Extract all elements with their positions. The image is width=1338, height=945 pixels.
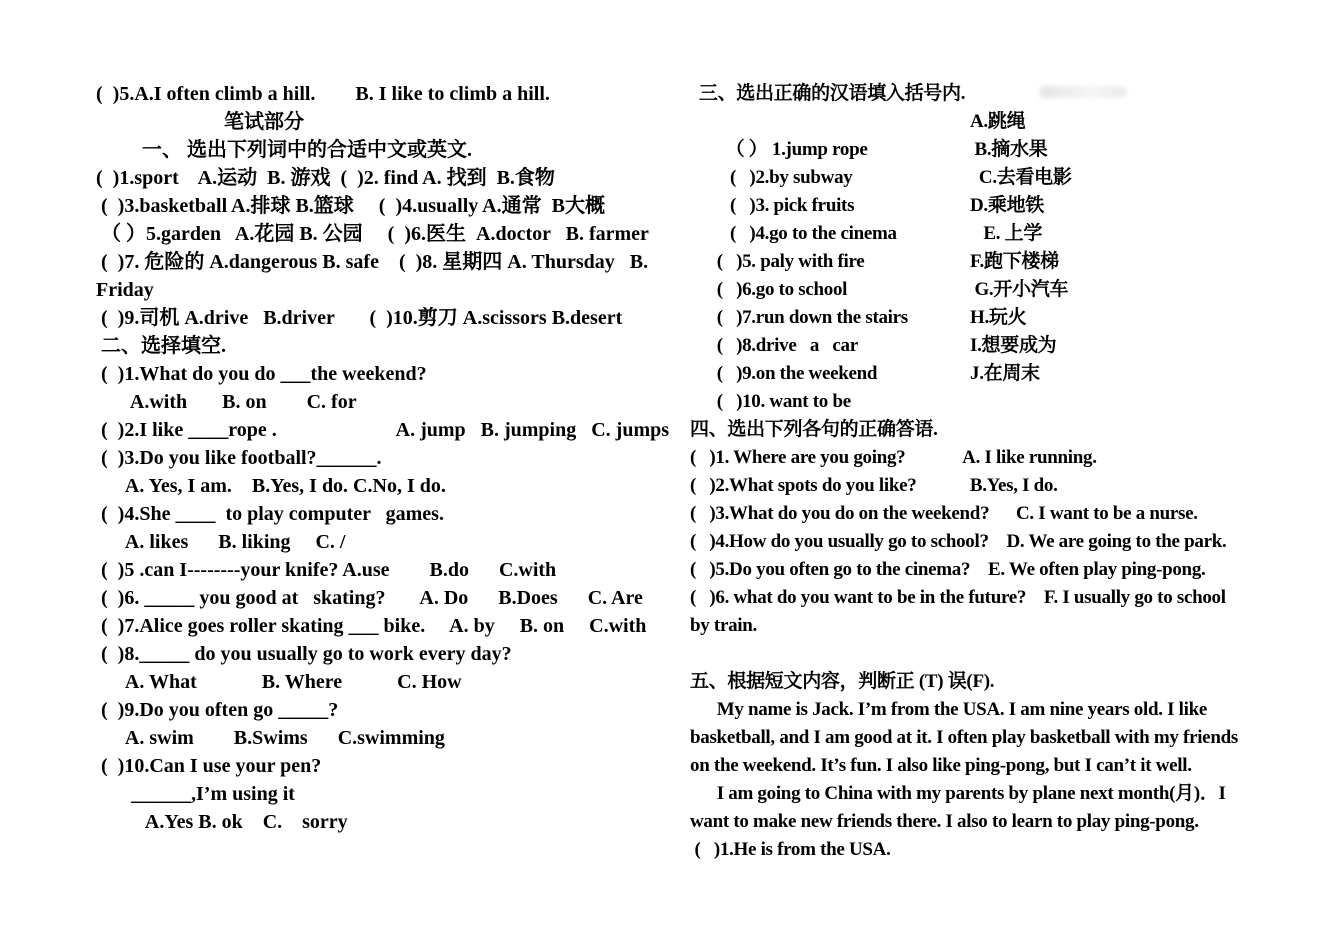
mc-line: A. What B. Where C. How: [96, 671, 462, 693]
match-answer: D.乘地铁: [970, 195, 1044, 216]
passage-line: I am going to China with my parents by plane next month(月)．I: [690, 783, 1226, 804]
match-question: ( )3. pick fruits: [716, 195, 855, 216]
match-answer: J.在周末: [970, 363, 1040, 384]
mc-line: A. likes B. liking C. /: [96, 531, 346, 553]
match-answer: E. 上学: [970, 223, 1043, 244]
match-question: ( )5. paly with fire: [716, 251, 865, 272]
mc-line: ( )6. _____ you good at skating? A. Do B.Does C. Are: [96, 587, 643, 609]
match-answer: A.跳绳: [970, 111, 1026, 132]
mc-line: A. Yes, I am. B.Yes, I do. C.No, I do.: [96, 475, 446, 497]
vocab-line: ( )3.basketball A.排球 B.篮球 ( )4.usually A.通常 B大概: [96, 195, 605, 217]
match-answer: G.开小汽车: [970, 279, 1069, 300]
match-answer: C.去看电影: [970, 167, 1072, 188]
qa-line: ( )1. Where are you going? A. I like running.: [690, 447, 1097, 468]
passage-line: My name is Jack. I’m from the USA. I am nine years old. I like: [690, 699, 1208, 720]
qa-line: ( )5.Do you often go to the cinema? E. We often play ping-pong.: [690, 559, 1206, 580]
mc-line: ( )7.Alice goes roller skating ___ bike. A. by B. on C.with: [96, 615, 647, 637]
blank-line: [690, 640, 1310, 668]
match-question: ( )9.on the weekend: [716, 363, 878, 384]
section5-title: 五、根据短文内容，判断正 (T) 误(F).: [690, 671, 995, 692]
written-test-heading: 笔试部分: [224, 111, 304, 133]
mc-line: ( )2.I like ____rope . A. jump B. jumping C. jumps: [96, 419, 670, 441]
match-row: [690, 360, 1310, 412]
qa-line: ( )6. what do you want to be in the future? F. I usually go to school: [690, 587, 1226, 608]
mc-line: ( )3.Do you like football?______.: [96, 447, 382, 469]
vocab-line: （ ）5.garden A.花园 B. 公园 ( )6.医生 A.doctor B. farmer: [96, 223, 649, 245]
mc-line: ( )5 .can I--------your knife? A.use B.do C.with: [96, 559, 557, 581]
match-question: ( )6.go to school: [716, 279, 848, 300]
section4-title: 四、选出下列各句的正确答语.: [690, 419, 938, 440]
mc-line: ( )10.Can I use your pen?: [96, 755, 322, 777]
right-column: [690, 80, 1310, 864]
match-answer: F.跑下楼梯: [970, 251, 1059, 272]
match-answer: H.玩火: [970, 307, 1027, 328]
mc-line: A.with B. on C. for: [96, 391, 357, 413]
left-column: [96, 80, 682, 836]
qa-line: ( )2.What spots do you like? B.Yes, I do.: [690, 475, 1058, 496]
match-question: ( )4.go to the cinema: [716, 223, 897, 244]
qa-line: ( )4.How do you usually go to school? D. We are going to the park.: [690, 531, 1227, 552]
mc-line: A.Yes B. ok C. sorry: [96, 811, 348, 833]
passage-line: basketball, and I am good at it. I often play basketball with my friends: [690, 727, 1238, 748]
mc-line: A. swim B.Swims C.swimming: [96, 727, 445, 749]
match-answer: B.摘水果: [970, 139, 1048, 160]
section3-title: 三、选出正确的汉语填入括号内.: [690, 83, 966, 104]
section1-title: 一、 选出下列词中的合适中文或英文.: [142, 139, 472, 161]
match-question: ( )2.by subway: [716, 167, 853, 188]
passage-line: want to make new friends there. I also to learn to play ping-pong.: [690, 811, 1199, 832]
match-answer: I.想要成为: [970, 335, 1057, 356]
passage-line: on the weekend. It’s fun. I also like ping-pong, but I can’t it well.: [690, 755, 1192, 776]
mc-line: ( )1.What do you do ___the weekend?: [96, 363, 427, 385]
mc-line: ( )4.She ____ to play computer games.: [96, 503, 444, 525]
qa-line: by train.: [690, 615, 757, 636]
section2-title: 二、选择填空.: [96, 335, 226, 357]
vocab-line: ( )7. 危险的 A.dangerous B. safe ( )8. 星期四 A. Thursday B.: [96, 251, 649, 273]
mc-line: ______,I’m using it: [96, 783, 295, 805]
listening-question-line: ( )5.A.I often climb a hill. B. I like to climb a hill.: [96, 83, 550, 105]
qa-line: ( )3.What do you do on the weekend? C. I want to be a nurse.: [690, 503, 1198, 524]
match-question: （ ） 1.jump rope: [716, 139, 868, 160]
vocab-line: ( )9.司机 A.drive B.driver ( )10.剪刀 A.scissors B.desert: [96, 307, 623, 329]
match-question: ( )7.run down the stairs: [716, 307, 908, 328]
match-question: ( )10. want to be: [716, 391, 851, 412]
mc-line: ( )9.Do you often go _____?: [96, 699, 339, 721]
vocab-line: Friday: [96, 279, 154, 301]
tf-question-line: ( )1.He is from the USA.: [690, 839, 891, 860]
mc-line: ( )8._____ do you usually go to work every day?: [96, 643, 512, 665]
match-question: ( )8.drive a car: [716, 335, 858, 356]
vocab-line: ( )1.sport A.运动 B. 游戏 ( )2. find A. 找到 B.食物: [96, 167, 555, 189]
